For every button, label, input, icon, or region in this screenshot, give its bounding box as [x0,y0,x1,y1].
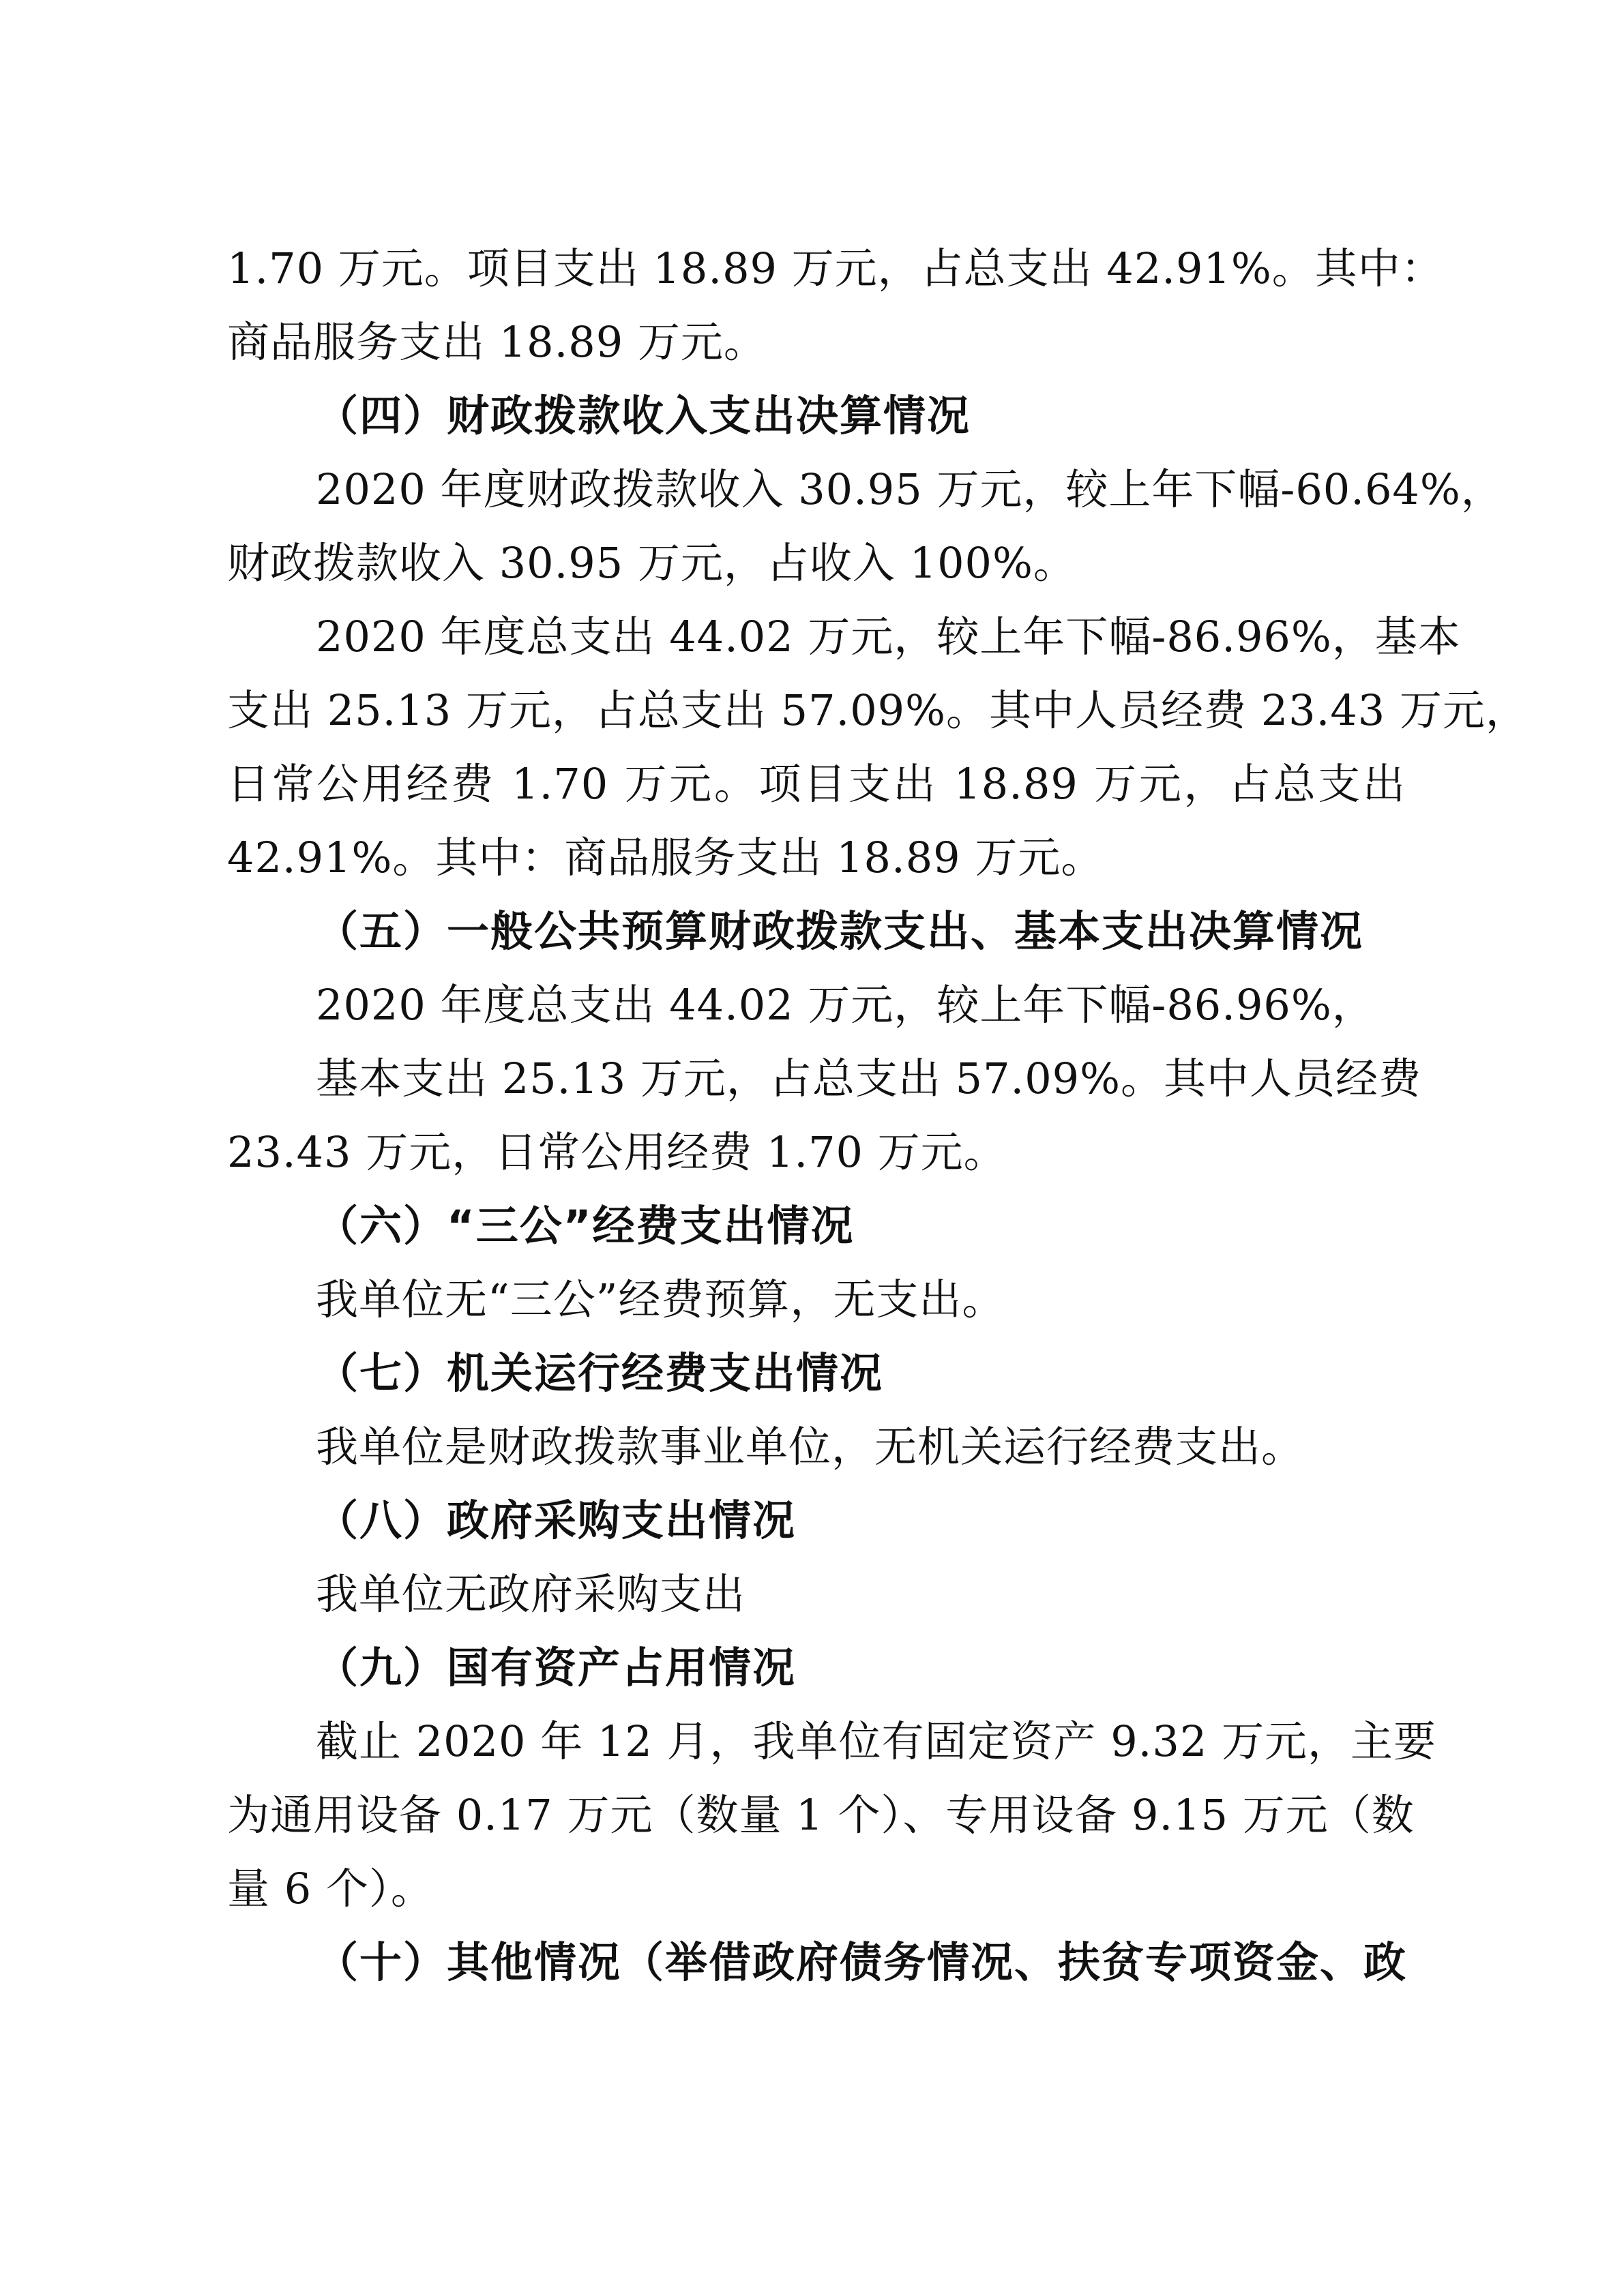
section-heading: （十）其他情况（举借政府债务情况、扶贫专项资金、政 [316,1937,1408,1987]
body-line: 我单位无政府采购支出 [316,1569,746,1619]
body-line: 为通用设备 0.17 万元（数量 1 个）、专用设备 9.15 万元（数 [227,1790,1415,1840]
section-heading: （六）“三公”经费支出情况 [316,1201,855,1251]
section-heading: （七）机关运行经费支出情况 [316,1348,884,1398]
document-body [227,232,1529,1999]
body-line: 我单位是财政拨款事业单位，无机关运行经费支出。 [316,1422,1305,1472]
body-line: 1.70 万元。项目支出 18.89 万元，占总支出 42.91%。其中： [227,243,1444,293]
body-line: 支出 25.13 万元，占总支出 57.09%。其中人员经费 23.43 万元， [227,685,1529,735]
section-heading: （五）一般公共预算财政拨款支出、基本支出决算情况 [316,906,1364,956]
body-line: 42.91%。其中：商品服务支出 18.89 万元。 [227,833,1104,882]
body-line: 23.43 万元，日常公用经费 1.70 万元。 [227,1127,1007,1177]
body-line: 商品服务支出 18.89 万元。 [227,317,767,367]
body-line: 截止 2020 年 12 月，我单位有固定资产 9.32 万元，主要 [316,1716,1436,1766]
body-line: 2020 年度总支出 44.02 万元，较上年下幅-86.96%， [316,980,1375,1030]
body-line: 量 6 个）。 [227,1864,434,1913]
section-heading: （九）国有资产占用情况 [316,1643,797,1693]
body-line: 基本支出 25.13 万元，占总支出 57.09%。其中人员经费 [316,1054,1422,1103]
body-line: 日常公用经费 1.70 万元。项目支出 18.89 万元，占总支出 [227,759,1406,809]
section-heading: （八）政府采购支出情况 [316,1495,797,1545]
body-line: 2020 年度财政拨款收入 30.95 万元，较上年下幅-60.64%， [316,464,1504,514]
body-line: 我单位无“三公”经费预算，无支出。 [316,1274,1005,1324]
body-line: 财政拨款收入 30.95 万元，占收入 100%。 [227,538,1076,588]
section-heading: （四）财政拨款收入支出决算情况 [316,391,971,441]
body-line: 2020 年度总支出 44.02 万元，较上年下幅-86.96%，基本 [316,612,1461,661]
